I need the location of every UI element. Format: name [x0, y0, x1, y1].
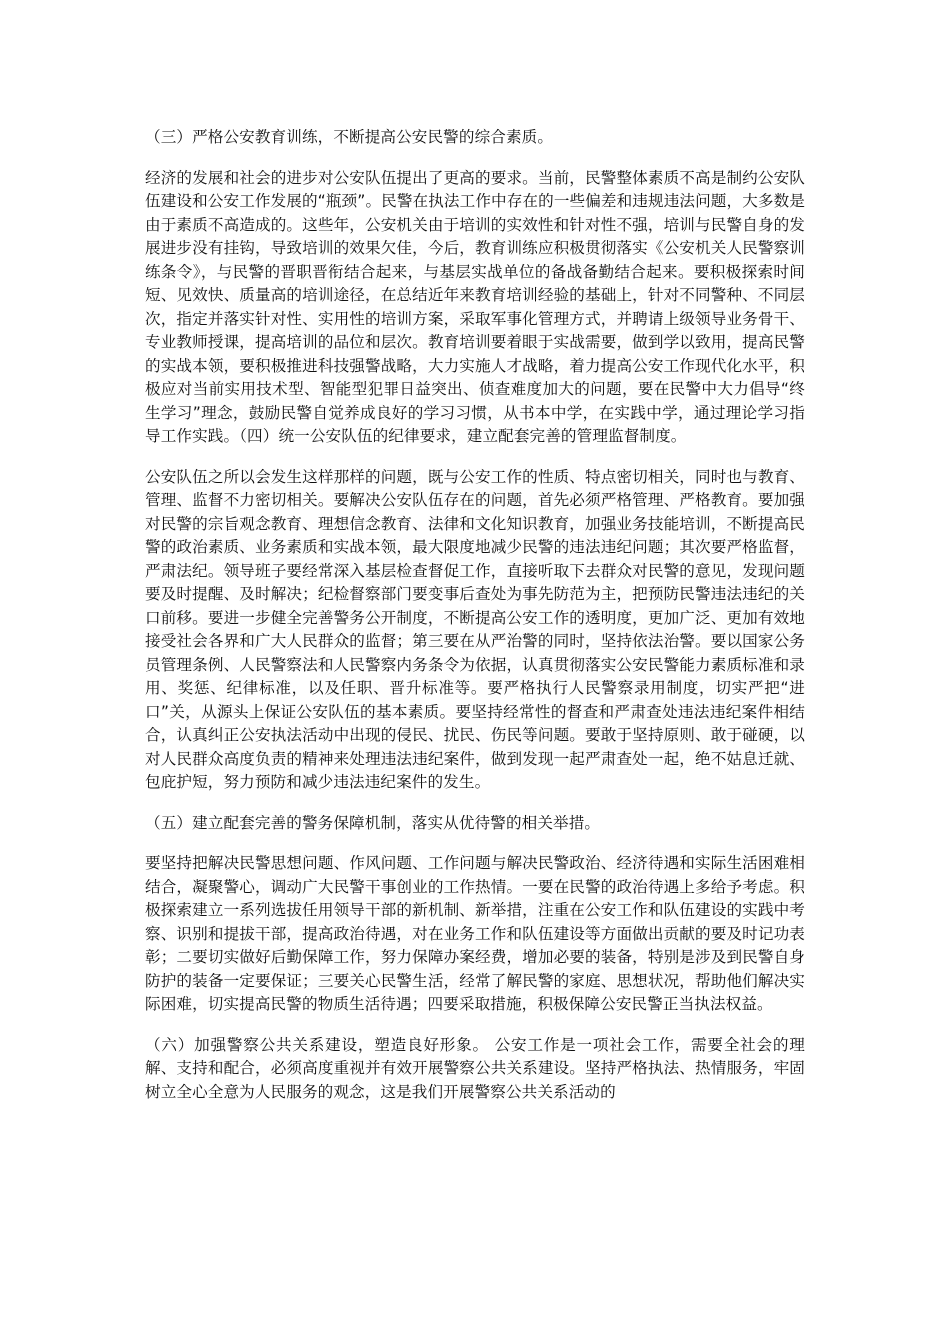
paragraph-education-training: 经济的发展和社会的进步对公安队伍提出了更高的要求。当前，民警整体素质不高是制约公安队伍建设和公安工作发展的“瓶颈”。民警在执法工作中存在的一些偏差和违规违法问题，大多数是由于素质不高造成的。这些年，公安机关由于培训的实效性和针对性不强，培训与民警自身的发展进步没有挂钩，导致培训的效果欠佳，今后，教育训练应积极贯彻落实《公安机关人民警察训练条令》，与民警的晋职晋衔结合起来，与基层实战单位的备战备勤结合起来。要积极探索时间短、见效快、质量高的培训途径，在总结近年来教育培训经验的基础上，针对不同警种、不同层次，指定并落实针对性、实用性的培训方案，采取军事化管理方式，并聘请上级领导业务骨干、专业教师授课，提高培训的品位和层次。教育培训要着眼于实战需要，做到学以致用，提高民警的实战本领，要积极推进科技强警战略，大力实施人才战略，着力提高公安工作现代化水平，积极应对当前实用技术型、智能型犯罪日益突出、侦查难度加大的问题，要在民警中大力倡导“终生学习”理念，鼓励民警自觉养成良好的学习习惯，从书本中学，在实践中学，通过理论学习指导工作实践。（四）统一公安队伍的纪律要求，建立配套完善的管理监督制度。: [145, 168, 805, 445]
section-heading-3: （三）严格公安教育训练，不断提高公安民警的综合素质。: [145, 128, 554, 146]
paragraph-public-relations: （六）加强警察公共关系建设，塑造良好形象。 公安工作是一项社会工作，需要全社会的理解、支持和配合，必须高度重视并有效开展警察公共关系建设。坚持严格执法、热情服务，牢固树立全心全意为人民服务的观念，这是我们开展警察公共关系活动的: [145, 1035, 805, 1101]
paragraph-police-support: 要坚持把解决民警思想问题、作风问题、工作问题与解决民警政治、经济待遇和实际生活困难相结合，凝聚警心，调动广大民警干事创业的工作热情。一要在民警的政治待遇上多给予考虑。积极探索建立一系列选拔任用领导干部的新机制、新举措，注重在公安工作和队伍建设的实践中考察、识别和提拔干部，提高政治待遇，对在业务工作和队伍建设等方面做出贡献的要及时记功表彰；二要切实做好后勤保障工作，努力保障办案经费，增加必要的装备，特别是涉及到民警自身防护的装备一定要保证；三要关心民警生活，经常了解民警的家庭、思想状况，帮助他们解决实际困难，切实提高民警的物质生活待遇；四要采取措施，积极保障公安民警正当执法权益。: [145, 854, 805, 1013]
document-page: [145, 126, 805, 1121]
paragraph-discipline-supervision: 公安队伍之所以会发生这样那样的问题，既与公安工作的性质、特点密切相关，同时也与教育、管理、监督不力密切相关。要解决公安队伍存在的问题，首先必须严格管理、严格教育。要加强对民警的宗旨观念教育、理想信念教育、法律和文化知识教育，加强业务技能培训，不断提高民警的政治素质、业务素质和实战本领，最大限度地减少民警的违法违纪问题；其次要严格监督，严肃法纪。领导班子要经常深入基层检查督促工作，直接听取下去群众对民警的意见，发现问题要及时提醒、及时解决；纪检督察部门要变事后查处为事先防范为主，把预防民警违法违纪的关口前移。要进一步健全完善警务公开制度，不断提高公安工作的透明度，更加广泛、更加有效地接受社会各界和广大人民群众的监督；第三要在从严治警的同时，坚持依法治警。要以国家公务员管理条例、人民警察法和人民警察内务条令为依据，认真贯彻落实公安民警能力素质标准和录用、奖惩、纪律标准，以及任职、晋升标准等。要严格执行人民警察录用制度，切实严把“进口”关，从源头上保证公安队伍的基本素质。要坚持经常性的督查和严肃查处违法违纪案件相结合，认真纠正公安执法活动中出现的侵民、扰民、伤民等问题。要敢于坚持原则、敢于碰硬，以对人民群众高度负责的精神来处理违法违纪案件，做到发现一起严肃查处一起，绝不姑息迁就、包庇护短，努力预防和减少违法违纪案件的发生。: [145, 467, 805, 791]
section-heading-5: （五）建立配套完善的警务保障机制，落实从优待警的相关举措。: [145, 813, 601, 832]
